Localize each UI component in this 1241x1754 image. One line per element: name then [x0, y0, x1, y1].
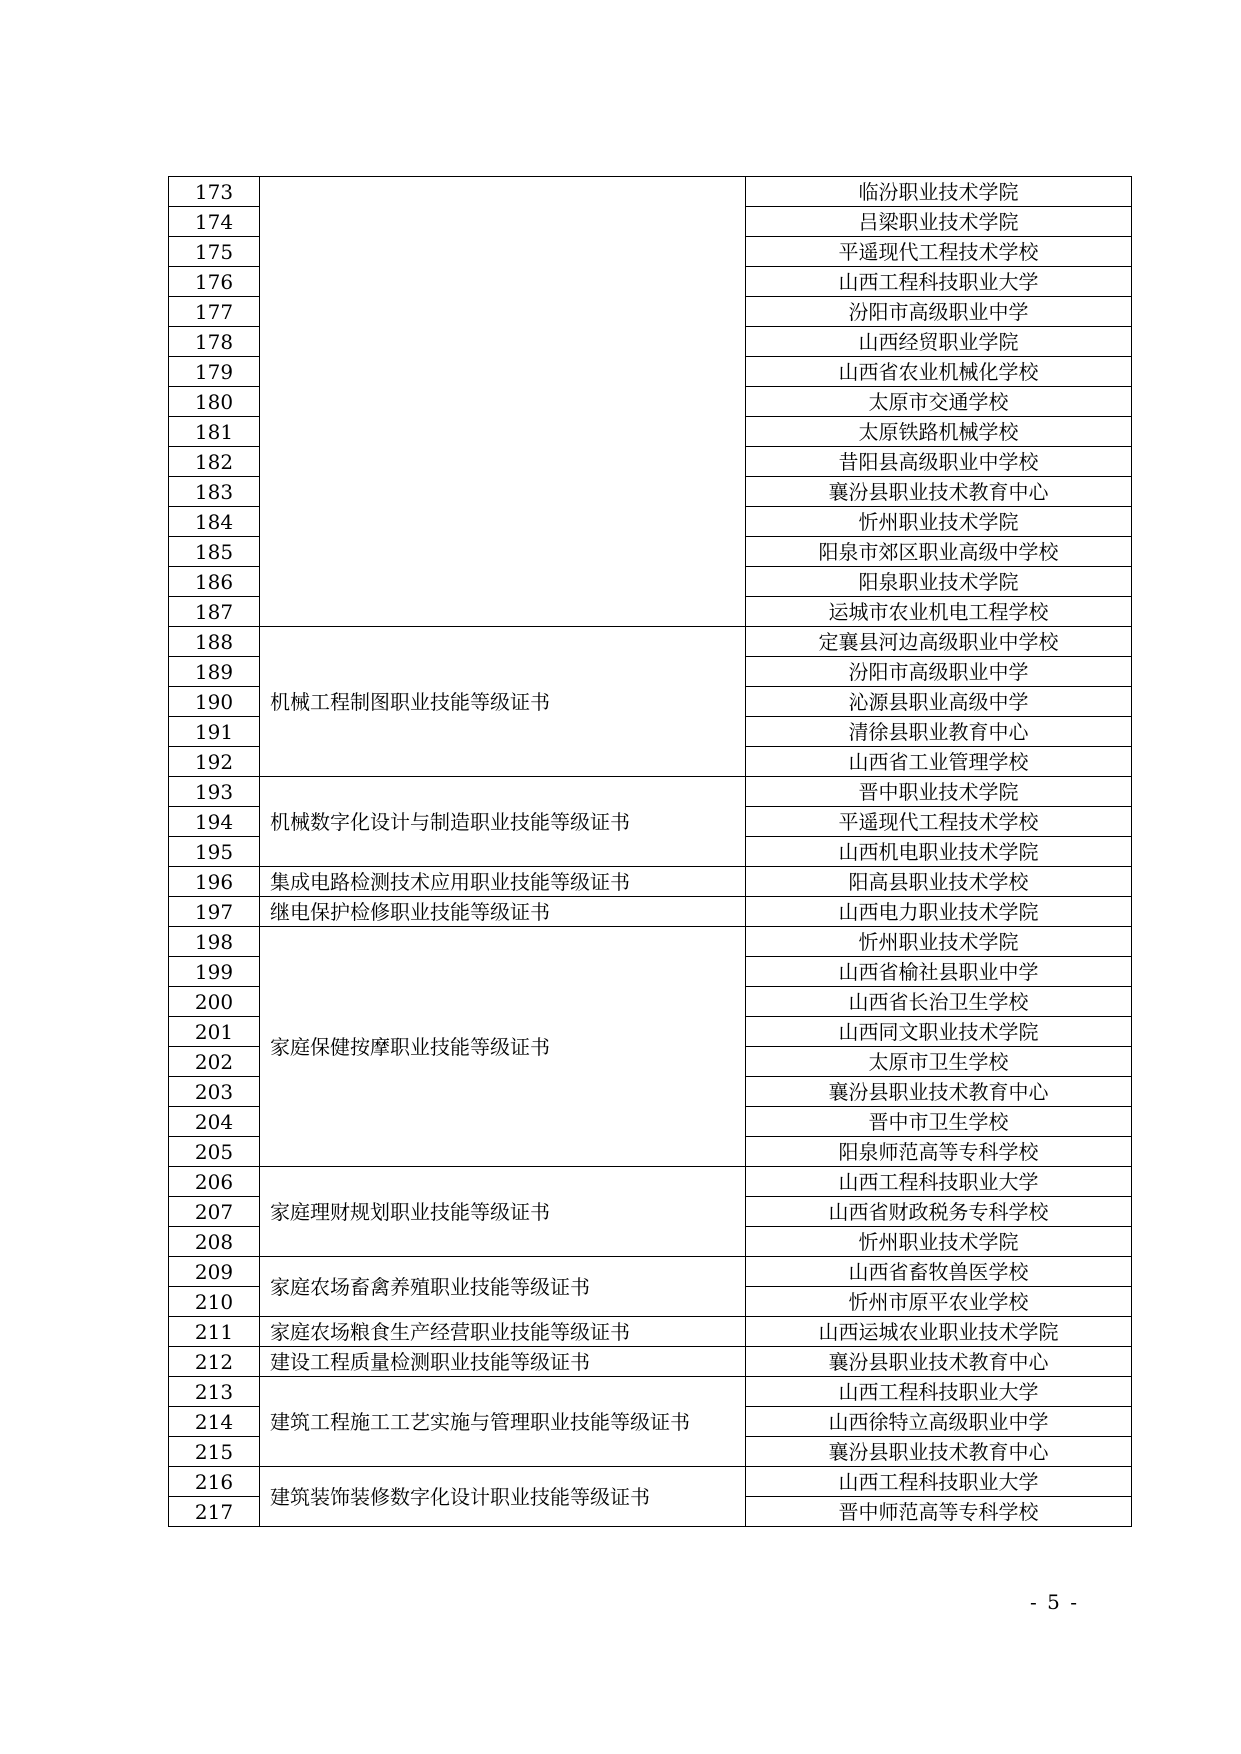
certificate-name: 机械工程制图职业技能等级证书: [260, 627, 746, 777]
row-number: 200: [169, 987, 260, 1017]
table-row: [169, 627, 1132, 657]
school-name: 山西经贸职业学院: [746, 327, 1132, 357]
row-number: 185: [169, 537, 260, 567]
row-number: 210: [169, 1287, 260, 1317]
page-number: - 5 -: [1030, 1590, 1079, 1614]
certificate-school-table: [168, 176, 1132, 1527]
row-number: 175: [169, 237, 260, 267]
school-name: 山西工程科技职业大学: [746, 1167, 1132, 1197]
school-name: 昔阳县高级职业中学校: [746, 447, 1132, 477]
school-name: 襄汾县职业技术教育中心: [746, 477, 1132, 507]
row-number: 207: [169, 1197, 260, 1227]
school-name: 太原市交通学校: [746, 387, 1132, 417]
certificate-name: 家庭保健按摩职业技能等级证书: [260, 927, 746, 1167]
row-number: 215: [169, 1437, 260, 1467]
row-number: 179: [169, 357, 260, 387]
school-name: 山西省榆社县职业中学: [746, 957, 1132, 987]
certificate-name: 集成电路检测技术应用职业技能等级证书: [260, 867, 746, 897]
row-number: 198: [169, 927, 260, 957]
row-number: 191: [169, 717, 260, 747]
table-row: [169, 177, 1132, 207]
school-name: 忻州职业技术学院: [746, 507, 1132, 537]
table-row: [169, 1377, 1132, 1407]
school-name: 忻州职业技术学院: [746, 1227, 1132, 1257]
row-number: 195: [169, 837, 260, 867]
row-number: 196: [169, 867, 260, 897]
table-row: [169, 1167, 1132, 1197]
table-row: [169, 1347, 1132, 1377]
table-body: [169, 177, 1132, 1527]
row-number: 183: [169, 477, 260, 507]
school-name: 运城市农业机电工程学校: [746, 597, 1132, 627]
row-number: 206: [169, 1167, 260, 1197]
school-name: 山西电力职业技术学院: [746, 897, 1132, 927]
school-name: 晋中市卫生学校: [746, 1107, 1132, 1137]
school-name: 平遥现代工程技术学校: [746, 237, 1132, 267]
row-number: 188: [169, 627, 260, 657]
school-name: 平遥现代工程技术学校: [746, 807, 1132, 837]
table-row: [169, 1467, 1132, 1497]
school-name: 阳高县职业技术学校: [746, 867, 1132, 897]
certificate-name: 家庭农场粮食生产经营职业技能等级证书: [260, 1317, 746, 1347]
row-number: 178: [169, 327, 260, 357]
school-name: 襄汾县职业技术教育中心: [746, 1347, 1132, 1377]
row-number: 201: [169, 1017, 260, 1047]
row-number: 216: [169, 1467, 260, 1497]
row-number: 182: [169, 447, 260, 477]
certificate-name: 建筑装饰装修数字化设计职业技能等级证书: [260, 1467, 746, 1527]
row-number: 187: [169, 597, 260, 627]
school-name: 山西省畜牧兽医学校: [746, 1257, 1132, 1287]
school-name: 襄汾县职业技术教育中心: [746, 1437, 1132, 1467]
row-number: 214: [169, 1407, 260, 1437]
row-number: 213: [169, 1377, 260, 1407]
school-name: 吕梁职业技术学院: [746, 207, 1132, 237]
row-number: 190: [169, 687, 260, 717]
school-name: 山西同文职业技术学院: [746, 1017, 1132, 1047]
row-number: 203: [169, 1077, 260, 1107]
school-name: 晋中职业技术学院: [746, 777, 1132, 807]
row-number: 186: [169, 567, 260, 597]
school-name: 晋中师范高等专科学校: [746, 1497, 1132, 1527]
row-number: 181: [169, 417, 260, 447]
school-name: 山西省农业机械化学校: [746, 357, 1132, 387]
certificate-name: 继电保护检修职业技能等级证书: [260, 897, 746, 927]
table-row: [169, 1317, 1132, 1347]
school-name: 忻州市原平农业学校: [746, 1287, 1132, 1317]
school-name: 山西机电职业技术学院: [746, 837, 1132, 867]
row-number: 205: [169, 1137, 260, 1167]
table-row: [169, 1257, 1132, 1287]
school-name: 阳泉师范高等专科学校: [746, 1137, 1132, 1167]
row-number: 217: [169, 1497, 260, 1527]
table-row: [169, 897, 1132, 927]
row-number: 208: [169, 1227, 260, 1257]
school-name: 太原铁路机械学校: [746, 417, 1132, 447]
school-name: 忻州职业技术学院: [746, 927, 1132, 957]
row-number: 174: [169, 207, 260, 237]
certificate-name: 建设工程质量检测职业技能等级证书: [260, 1347, 746, 1377]
row-number: 202: [169, 1047, 260, 1077]
school-name: 临汾职业技术学院: [746, 177, 1132, 207]
row-number: 173: [169, 177, 260, 207]
school-name: 沁源县职业高级中学: [746, 687, 1132, 717]
table-row: [169, 927, 1132, 957]
table-row: [169, 867, 1132, 897]
school-name: 山西省长治卫生学校: [746, 987, 1132, 1017]
row-number: 177: [169, 297, 260, 327]
school-name: 山西徐特立高级职业中学: [746, 1407, 1132, 1437]
row-number: 189: [169, 657, 260, 687]
row-number: 199: [169, 957, 260, 987]
row-number: 209: [169, 1257, 260, 1287]
school-name: 山西运城农业职业技术学院: [746, 1317, 1132, 1347]
school-name: 阳泉市郊区职业高级中学校: [746, 537, 1132, 567]
row-number: 204: [169, 1107, 260, 1137]
row-number: 184: [169, 507, 260, 537]
certificate-name: 家庭农场畜禽养殖职业技能等级证书: [260, 1257, 746, 1317]
row-number: 197: [169, 897, 260, 927]
school-name: 阳泉职业技术学院: [746, 567, 1132, 597]
school-name: 太原市卫生学校: [746, 1047, 1132, 1077]
certificate-name: [260, 177, 746, 627]
certificate-name: 建筑工程施工工艺实施与管理职业技能等级证书: [260, 1377, 746, 1467]
school-name: 山西工程科技职业大学: [746, 1467, 1132, 1497]
school-name: 山西省工业管理学校: [746, 747, 1132, 777]
row-number: 194: [169, 807, 260, 837]
certificate-name: 机械数字化设计与制造职业技能等级证书: [260, 777, 746, 867]
school-name: 山西省财政税务专科学校: [746, 1197, 1132, 1227]
row-number: 211: [169, 1317, 260, 1347]
school-name: 汾阳市高级职业中学: [746, 657, 1132, 687]
school-name: 襄汾县职业技术教育中心: [746, 1077, 1132, 1107]
school-name: 定襄县河边高级职业中学校: [746, 627, 1132, 657]
school-name: 汾阳市高级职业中学: [746, 297, 1132, 327]
row-number: 176: [169, 267, 260, 297]
school-name: 山西工程科技职业大学: [746, 267, 1132, 297]
row-number: 180: [169, 387, 260, 417]
row-number: 193: [169, 777, 260, 807]
row-number: 192: [169, 747, 260, 777]
certificate-name: 家庭理财规划职业技能等级证书: [260, 1167, 746, 1257]
school-name: 清徐县职业教育中心: [746, 717, 1132, 747]
table-row: [169, 777, 1132, 807]
school-name: 山西工程科技职业大学: [746, 1377, 1132, 1407]
row-number: 212: [169, 1347, 260, 1377]
